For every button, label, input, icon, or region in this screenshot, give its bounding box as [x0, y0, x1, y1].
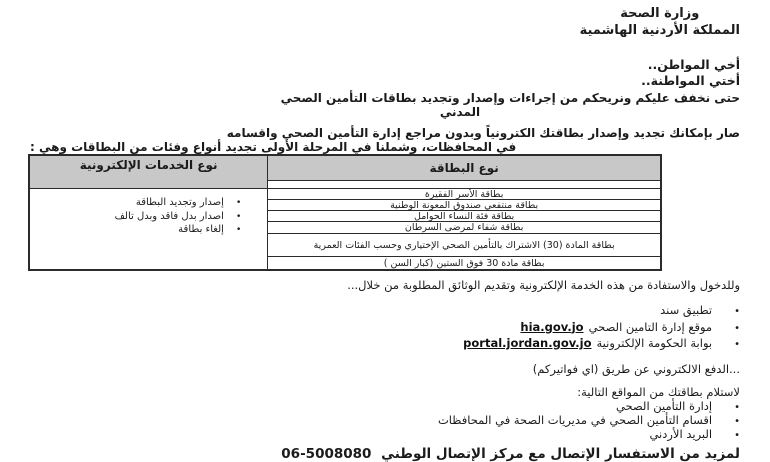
services-column: [30, 156, 267, 269]
card-type-header: نوع البطاقة: [268, 156, 660, 181]
bullet-icon: •: [235, 211, 242, 222]
greeting-sister: أختي المواطنة..: [641, 73, 740, 88]
service-label: إلغاء بطاقة: [178, 224, 224, 235]
card-type-column: [267, 156, 660, 269]
contact-footer: [30, 446, 740, 462]
bullet-icon: •: [734, 415, 740, 427]
list-item: [30, 336, 740, 353]
service-item: [36, 197, 241, 210]
channel-label: بوابة الحكومة الإلكترونية: [596, 336, 713, 350]
service-item: [36, 211, 241, 224]
bullet-icon: •: [734, 429, 740, 441]
list-item: [30, 303, 740, 320]
bullet-icon: •: [734, 401, 740, 413]
kingdom-title: المملكة الأردنية الهاشمية: [579, 23, 740, 38]
announcement-line1: صار بإمكانك تجديد وإصدار بطاقتك الكترونياً وبدون مراجع إدارة التأمين الصحي واقسامه: [226, 126, 740, 140]
channel-label: موقع إدارة التامين الصحي: [588, 319, 713, 334]
greeting-block: [30, 57, 740, 89]
payment-line: ...الدفع الالكتروني عن طريق (اي فواتيركم): [532, 361, 740, 376]
services-cell: [30, 189, 267, 269]
list-item: [30, 320, 740, 337]
bullet-icon: •: [734, 306, 740, 317]
announcement-paragraph: [30, 127, 740, 154]
bullet-icon: •: [734, 339, 740, 350]
service-label: إصدار وتجديد البطاقة: [135, 197, 224, 208]
bullet-icon: •: [235, 198, 242, 208]
channel-label: تطبيق سند: [660, 303, 713, 317]
announcement-line2: في المحافظات، وشملنا في المرحلة الأولى تجديد أنواع وفئات من البطاقات وهي :: [30, 139, 517, 154]
intro-paragraph: [30, 92, 740, 119]
contact-phone-number: 06-5008080: [281, 445, 372, 462]
pickup-locations-list: [30, 400, 740, 442]
table-row: بطاقة منتفعي صندوق المعونة الوطنية: [268, 200, 660, 211]
table-row: بطاقة فئة النساء الحوامل: [268, 211, 660, 222]
services-header: نوع الخدمات الإلكترونية: [30, 156, 267, 189]
intro-line1: حتى نخفف عليكم ونريحكم من إجراءات وإصدار وتجديد بطاقات التأمين الصحي: [280, 91, 740, 105]
service-item: [36, 224, 241, 237]
letterhead: [580, 5, 740, 39]
table-row: بطاقة الأسر الفقيرة: [268, 189, 660, 200]
contact-text: لمزيد من الاستفسار الإتصال مع مركز الإتصال الوطني: [381, 445, 740, 462]
greeting-brother: أخي المواطن..: [647, 57, 740, 72]
intro-line2: المدني: [439, 104, 481, 119]
table-row: بطاقة مادة 30 فوق الستين (كبار السن ): [383, 257, 545, 269]
access-channels-list: [30, 303, 740, 353]
bullet-icon: •: [235, 225, 242, 235]
list-item: [30, 414, 740, 428]
location-label: إدارة التأمين الصحي: [615, 398, 713, 413]
bullet-icon: •: [734, 322, 740, 334]
portal-jordan-link[interactable]: portal.jordan.gov.jo: [463, 336, 592, 350]
hia-link[interactable]: hia.gov.jo: [520, 319, 584, 334]
cards-table: [28, 154, 662, 271]
table-row: بطاقة شفاء لمرضى السرطان: [268, 222, 660, 234]
list-item: [30, 428, 740, 442]
list-item: [30, 400, 740, 414]
pickup-intro-line: لاستلام بطاقتك من المواقع التالية:: [577, 384, 740, 399]
access-intro-line: وللدخول والاستفادة من هذه الخدمة الإلكترونية وتقديم الوثائق المطلوبة من خلال...: [347, 278, 740, 292]
service-label: اصدار بدل فاقد وبدل تالف: [114, 210, 224, 222]
table-row: بطاقة المادة (30) الاشتراك بالتأمين الصحي الإختياري وحسب الفئات العمرية: [268, 234, 660, 257]
location-label: البريد الأردني: [649, 426, 713, 441]
location-label: اقسام التأمين الصحي في مديريات الصحة في المحافظات: [437, 412, 713, 427]
ministry-title: وزارة الصحة: [620, 6, 700, 21]
